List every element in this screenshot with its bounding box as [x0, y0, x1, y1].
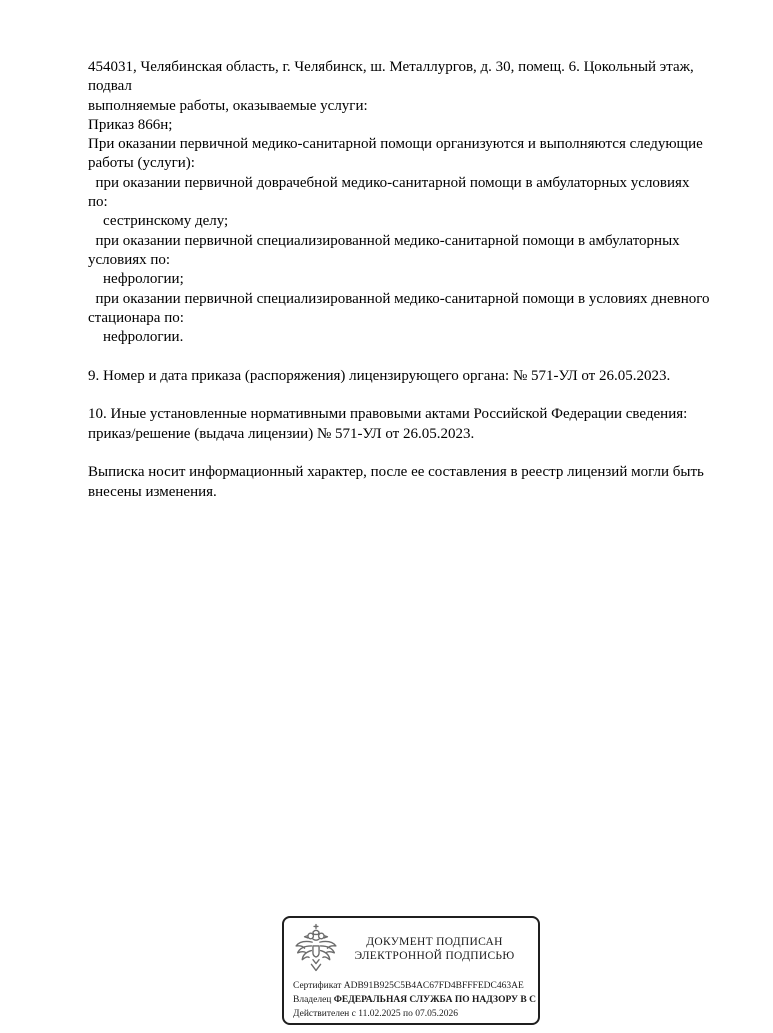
- certificate-line: [293, 980, 536, 994]
- document-line: 10. Иные установленные нормативными правовыми актами Российской Федерации сведения:: [88, 406, 688, 423]
- document-line: Выписка носит информационный характер, после ее составления в реестр лицензий могли быть: [88, 464, 704, 481]
- document-line: при оказании первичной специализированной медико-санитарной помощи в условиях дневного: [88, 290, 710, 307]
- document-line: при оказании первичной доврачебной медико-санитарной помощи в амбулаторных условиях: [88, 174, 690, 191]
- digital-signature-stamp: [282, 916, 540, 1025]
- owner-line: [293, 994, 536, 1008]
- validity-label: Действителен: [293, 1008, 350, 1019]
- double-headed-eagle-icon: [293, 923, 339, 975]
- document-line: При оказании первичной медико-санитарной помощи организуются и выполняются следующие: [88, 136, 703, 153]
- document-line: [88, 347, 728, 366]
- document-line: сестринскому делу;: [88, 213, 229, 230]
- owner-label: Владелец: [293, 994, 332, 1005]
- stamp-fields: [284, 974, 538, 1021]
- document-line: [88, 444, 728, 463]
- stamp-title: [339, 935, 530, 963]
- document-line: нефрологии.: [88, 329, 184, 346]
- document-line: 9. Номер и дата приказа (распоряжения) лицензирующего органа: № 571-УЛ от 26.05.2023.: [88, 367, 671, 384]
- document-body: [88, 58, 728, 502]
- document-line: условиях по:: [88, 251, 171, 268]
- document-line: работы (услуги):: [88, 155, 195, 172]
- document-line: при оказании первичной специализированной медико-санитарной помощи в амбулаторных: [88, 232, 680, 249]
- document-line: выполняемые работы, оказываемые услуги:: [88, 97, 368, 114]
- document-line: стационара по:: [88, 309, 184, 326]
- stamp-header: [284, 918, 538, 974]
- document-line: приказ/решение (выдача лицензии) № 571-УЛ от 26.05.2023.: [88, 425, 475, 442]
- validity-value: с 11.02.2025 по 07.05.2026: [351, 1008, 458, 1019]
- stamp-title-line2: ЭЛЕКТРОННОЙ ПОДПИСЬЮ: [354, 949, 515, 962]
- document-line: нефрологии;: [88, 271, 184, 288]
- owner-value: ФЕДЕРАЛЬНАЯ СЛУЖБА ПО НАДЗОРУ В С: [333, 994, 536, 1005]
- validity-line: [293, 1008, 536, 1022]
- certificate-label: Сертификат: [293, 981, 342, 991]
- stamp-title-line1: ДОКУМЕНТ ПОДПИСАН: [366, 935, 503, 948]
- document-line: внесены изменения.: [88, 483, 217, 500]
- document-line: подвал: [88, 78, 132, 95]
- document-line: 454031, Челябинская область, г. Челябинск, ш. Металлургов, д. 30, помещ. 6. Цокольный этаж,: [88, 59, 694, 75]
- document-line: Приказ 866н;: [88, 116, 173, 133]
- document-line: [88, 386, 728, 405]
- certificate-value: ADB91B925C5B4AC67FD4BFFFEDC463AE: [343, 981, 524, 991]
- document-line: по:: [88, 194, 108, 211]
